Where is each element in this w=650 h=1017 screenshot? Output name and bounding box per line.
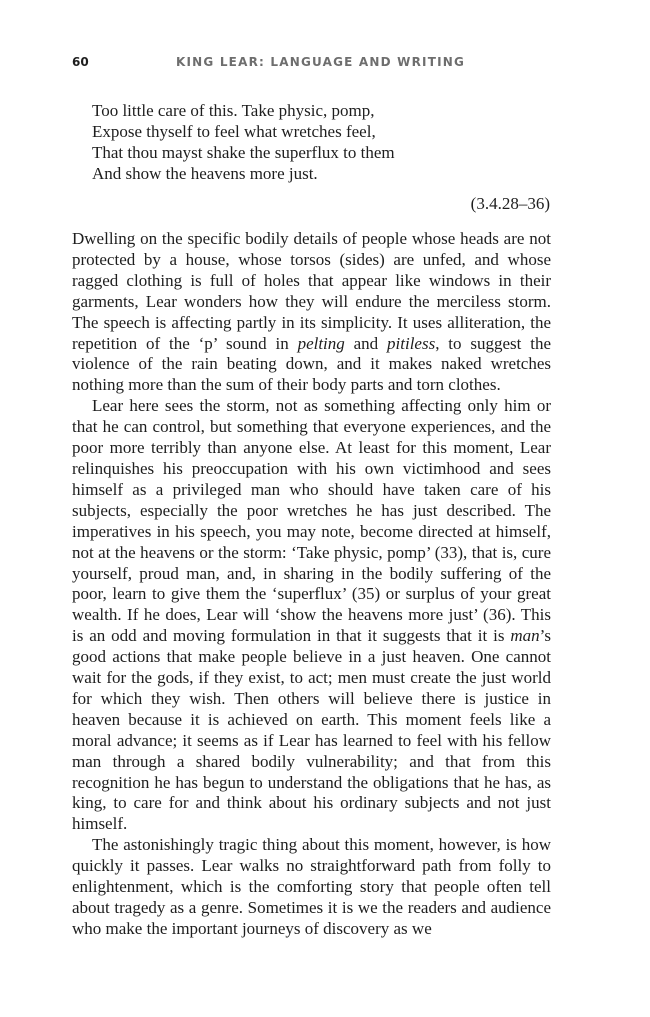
paragraph-1-text-a: Dwelling on the specific bodily details of people whose heads are not protected by a house, whose torsos (sides) are unfed, and whose ragged clothing is full of holes that appear like windows in their garments, Lear wonders how they will endure the merciless storm. The speech is affecting partly in its simplicity. It uses alliteration, the repetition of the ‘p’ sound in [72, 229, 551, 353]
quote-line: Too little care of this. Take physic, pomp, [92, 101, 375, 120]
quote-citation: (3.4.28–36) [470, 194, 550, 213]
emphasis-pelting: pelting [297, 333, 345, 353]
paragraph-2-text-a: Lear here sees the storm, not as something affecting only him or that he can control, but something that everyone experiences, and the poor more terribly than anyone else. At least for this moment, Lear relinquishes his preoccupation with his own victimhood and sees himself as a privileged man who should have taken care of his subjects, especially the poor wretches he has just described. The imperatives in his speech, you may note, become directed at himself, not at the heavens or the storm: ‘Take physic, pomp’ (33), that is, cure yourself, proud man, and, in sharing in the bodily suffering of the poor, learn to give them the ‘superflux’ (35) or surplus of your great wealth. If he does, Lear will ‘show the heavens more just’ (36). This is an odd and moving formulation in that it suggests that it is [72, 396, 551, 646]
emphasis-man: man [510, 626, 540, 646]
page-number: 60 [72, 55, 89, 69]
emphasis-pitiless: pitiless [387, 333, 436, 353]
block-quote [92, 100, 395, 184]
page-header [72, 55, 550, 73]
quote-line: Expose thyself to feel what wretches feel, [92, 122, 376, 141]
running-head: KING LEAR: LANGUAGE AND WRITING [176, 55, 466, 69]
paragraph-2-text-b: ’s good actions that make people believe in a just heaven. One cannot wait for the gods, if they exist, to act; men must create the just world for which they wish. Then others will believe there is justice in heaven because it is achieved on earth. This moment feels like a moral advance; it seems as if Lear has learned to feel with his fellow man through a shared bodily vulnerability; and that from this recognition he has begun to understand the obligations that he has, as king, to care for and think about his ordinary subjects and not just himself. [72, 626, 551, 834]
paragraph-2 [72, 396, 551, 835]
paragraph-1 [72, 229, 551, 396]
quote-line: And show the heavens more just. [92, 164, 318, 183]
quote-line: That thou mayst shake the superflux to them [92, 143, 395, 162]
body-text [72, 229, 551, 940]
paragraph-1-text-b: and [344, 333, 388, 353]
paragraph-1-text-c: , to suggest the violence of the rain beating down, and it makes naked wretches nothing more than the sum of their body parts and torn clothes. [72, 333, 551, 395]
paragraph-3: The astonishingly tragic thing about this moment, however, is how quickly it passes. Lear walks no straightforward path from folly to enlightenment, which is the comforting story that people often tell about tragedy as a genre. Sometimes it is we the readers and audience who make the important journeys of discovery as we [72, 835, 551, 938]
